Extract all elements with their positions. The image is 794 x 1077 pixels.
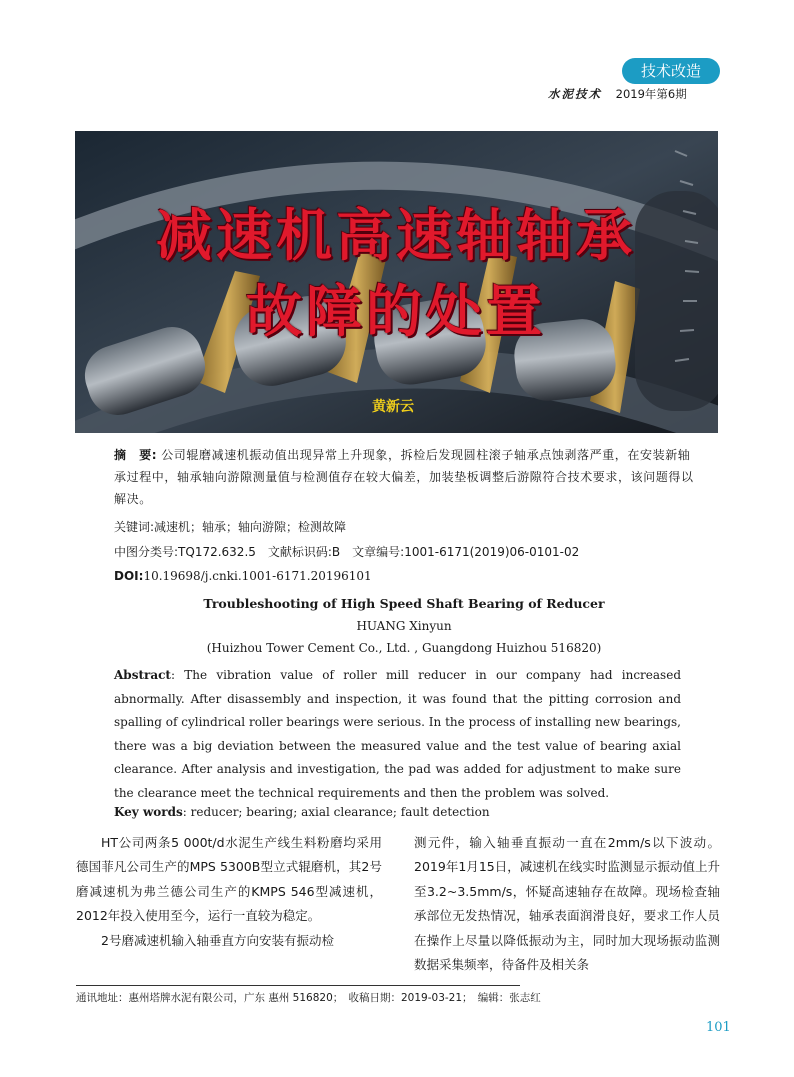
- footnote: 通讯地址：惠州塔牌水泥有限公司，广东 惠州 516820； 收稿日期：2019-03-21； 编辑：张志红: [76, 992, 541, 1004]
- body-paragraph: HT公司两条5 000t/d水泥生产线生料粉磨均采用德国菲凡公司生产的MPS 5300B型立式辊磨机，其2号磨减速机为弗兰德公司生产的KMPS 546型减速机，2012年投入使用至今，运行一直较为稳定。: [76, 835, 382, 924]
- keywords-cn: [114, 516, 346, 538]
- page-number: 101: [706, 1020, 731, 1035]
- keywords-en-label: Key words: [114, 805, 183, 819]
- keywords-cn-label: 关键词:: [114, 520, 155, 534]
- keywords-en: [114, 805, 490, 819]
- journal-issue-line: [548, 86, 687, 102]
- article-title-line2: 故障的处置: [246, 280, 546, 345]
- article-title-line1: 减速机高速轴轴承: [156, 204, 636, 269]
- keywords-cn-text: 减速机；轴承；轴向游隙；检测故障: [154, 520, 347, 534]
- doi-line: [114, 565, 372, 587]
- doi-text: 10.19698/j.cnki.1001-6171.20196101: [143, 569, 372, 583]
- body-column-left: [76, 831, 382, 953]
- classification-line: 中图分类号:TQ172.632.5 文献标识码:B 文章编号:1001-6171(2019)06-0101-02: [114, 545, 580, 559]
- english-affiliation: (Huizhou Tower Cement Co., Ltd. , Guangdong Huizhou 516820): [206, 641, 602, 655]
- abstract-en-label: Abstract: [114, 668, 171, 682]
- author-name-cn: 黄新云: [372, 399, 414, 415]
- abstract-cn-label: 摘 要:: [114, 448, 158, 462]
- body-paragraph: 测元件，输入轴垂直振动一直在2mm/s以下波动。2019年1月15日，减速机在线实时监测显示振动值上升至3.2~3.5mm/s，怀疑高速轴存在故障。现场检查轴承部位无发热情况，轴承表面润滑良好，要求工作人员在操作上尽量以降低振动为主，同时加大现场振动监测数据采集频率，待备件及相关条: [414, 835, 720, 973]
- section-tag: 技术改造: [622, 58, 720, 84]
- abstract-en: [114, 664, 681, 806]
- english-author: HUANG Xinyun: [356, 619, 452, 633]
- journal-name: 水泥技术: [548, 87, 602, 101]
- issue-number: 2019年第6期: [615, 87, 687, 101]
- body-paragraph: 2号磨减速机输入轴垂直方向安装有振动检: [101, 932, 334, 948]
- doi-label: DOI:: [114, 569, 144, 583]
- abstract-cn-text: 公司辊磨减速机振动值出现异常上升现象，拆检后发现圆柱滚子轴承点蚀剥落严重，在安装新轴承过程中，轴承轴向游隙测量值与检测值存在较大偏差，加装垫板调整后游隙符合技术要求，该问题得以解决。: [114, 448, 694, 506]
- keywords-en-text: : reducer; bearing; axial clearance; fault detection: [182, 805, 490, 819]
- abstract-en-text: : The vibration value of roller mill reducer in our company had increased abnormally. After disassembly and inspection, it was found that the pitting corrosion and spalling of cylindrical roller bearings were serious. In the process of installing new bearings, there was a big deviation between the measured value and the test value of bearing axial clearance. After analysis and investigation, the pad was added for adjustment to make sure the clearance meet the technical requirements and then the problem was solved.: [114, 668, 681, 800]
- footnote-divider: [76, 985, 520, 986]
- abstract-cn: [114, 444, 694, 510]
- body-column-right: [414, 831, 720, 977]
- english-title: Troubleshooting of High Speed Shaft Bearing of Reducer: [203, 596, 605, 611]
